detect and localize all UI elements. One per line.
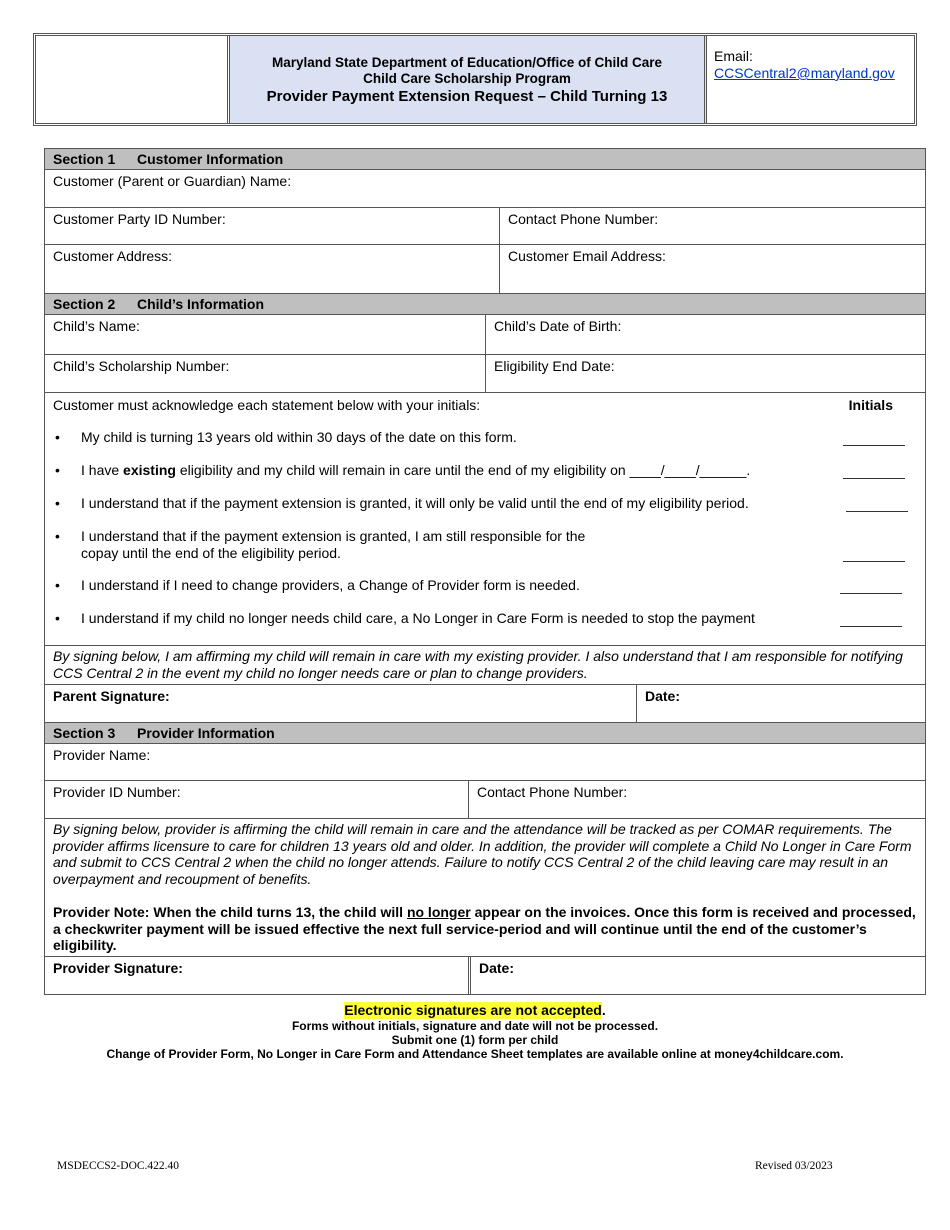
statement-text: My child is turning 13 years old within 30 days of the date on this form. [81, 429, 517, 445]
email-link[interactable]: CCSCentral2@maryland.gov [714, 65, 895, 81]
provider-id-row [45, 781, 925, 819]
initials-line[interactable] [843, 434, 905, 446]
section-3-header [45, 723, 925, 744]
customer-address-row [45, 245, 925, 294]
provider-affirmation: By signing below, provider is affirming the child will remain in care and the attendance will be tracked as per COMAR requirements. The provider affirms licensure to care for children 13 years old and older. In addition, the provider will complete a Child No Longer in Care Form and submit to CCS Central 2 when the child no longer attends. Failure to notify CCS Central 2 of the child leaving care may result in an overpayment and recoupment of benefits. [53, 821, 912, 887]
revision-date: Revised 03/2023 [755, 1160, 833, 1172]
provider-note-underlined: no longer [406, 904, 471, 920]
warning-period: . [601, 1002, 606, 1018]
provider-note [45, 890, 925, 957]
parent-signature-field[interactable]: Parent Signature: [53, 688, 170, 704]
header-title-block [230, 36, 707, 123]
statement-6 [53, 610, 917, 627]
form-footer [0, 1002, 950, 1061]
customer-party-id-field[interactable]: Customer Party ID Number: [53, 211, 226, 227]
section-3-title: Provider Information [137, 725, 275, 741]
footer-line-4: Change of Provider Form, No Longer in Care Form and Attendance Sheet templates are available online at money4childcare.com. [106, 1047, 844, 1061]
bullet: • [55, 577, 60, 593]
provider-id-field[interactable]: Provider ID Number: [53, 784, 181, 800]
customer-name-field[interactable]: Customer (Parent or Guardian) Name: [53, 173, 292, 189]
initials-line[interactable] [846, 500, 908, 512]
acknowledgment-header [53, 397, 917, 414]
initials-line[interactable] [843, 467, 905, 479]
acknowledgment-intro: Customer must acknowledge each statement below with your initials: [53, 397, 481, 413]
bullet: • [55, 528, 60, 544]
section-1-number: Section 1 [53, 151, 116, 167]
customer-address-field[interactable]: Customer Address: [53, 248, 173, 264]
initials-line[interactable] [843, 550, 905, 562]
statement-4 [53, 528, 917, 562]
bullet: • [55, 462, 60, 478]
request-form [44, 148, 926, 995]
customer-name-row [45, 170, 925, 208]
highlighted-warning: Electronic signatures are not accepted [344, 1002, 602, 1018]
statement-text [81, 528, 917, 562]
eligibility-end-field[interactable]: Eligibility End Date: [485, 355, 925, 392]
provider-note-post: appear on the invoices. Once this form is received and processed, a checkwriter payment will be issued effective the next full service-period and will continue until the end of the customer’s eligibility. [53, 904, 916, 953]
form-header [33, 33, 917, 126]
form-title: Provider Payment Extension Request – Child Turning 13 [266, 87, 668, 105]
provider-date-field[interactable]: Date: [468, 957, 925, 994]
bullet: • [55, 429, 60, 445]
provider-signature-field[interactable]: Provider Signature: [53, 959, 183, 976]
initials-label: Initials [848, 397, 893, 413]
provider-signature-row [45, 957, 925, 994]
customer-phone-field[interactable]: Contact Phone Number: [499, 208, 925, 244]
logo-area [36, 36, 230, 123]
provider-note-pre: Provider Note: When the child turns 13, the child will [53, 904, 407, 920]
provider-name-field[interactable]: Provider Name: [53, 747, 151, 763]
child-scholarship-field[interactable]: Child’s Scholarship Number: [53, 358, 230, 374]
bullet: • [55, 495, 60, 511]
provider-phone-field[interactable]: Contact Phone Number: [468, 781, 925, 818]
header-email-block [707, 36, 914, 123]
parent-date-field[interactable]: Date: [636, 685, 925, 722]
program-name: Child Care Scholarship Program [363, 70, 571, 86]
statement-3 [53, 495, 917, 512]
agency-name: Maryland State Department of Education/Office of Child Care [271, 54, 663, 70]
parent-signature-row [45, 685, 925, 723]
statement-text-line1: I understand that if the payment extension is granted, I am still responsible for the [81, 528, 586, 544]
statement-1 [53, 429, 917, 446]
section-1-header [45, 149, 925, 170]
statement-2 [53, 462, 917, 479]
statement-5 [53, 577, 917, 594]
footer-line-2: Forms without initials, signature and date will not be processed. [291, 1019, 659, 1033]
statement-text-line2: copay until the end of the eligibility period. [81, 545, 341, 561]
statement-text: I understand that if the payment extension is granted, it will only be valid until the end of my eligibility period. [81, 495, 749, 511]
initials-line[interactable] [840, 615, 902, 627]
section-3-number: Section 3 [53, 725, 116, 741]
statement-text [81, 462, 917, 479]
statement-text-pre: I have [81, 462, 124, 478]
document-code: MSDECCS2-DOC.422.40 [57, 1160, 180, 1172]
bullet: • [55, 610, 60, 626]
footer-warning [0, 1002, 950, 1019]
customer-affirmation: By signing below, I am affirming my child will remain in care with my existing provider. I also understand that I am responsible for notifying CCS Central 2 in the event my child no longer needs care or plan to change providers. [45, 646, 925, 685]
customer-email-field[interactable]: Customer Email Address: [499, 245, 925, 293]
provider-name-row [45, 744, 925, 781]
statement-text: I understand if my child no longer needs child care, a No Longer in Care Form is needed to stop the payment [81, 610, 755, 626]
statement-text-bold: existing [123, 462, 176, 478]
child-scholarship-row [45, 355, 925, 393]
section-2-title: Child’s Information [137, 296, 265, 312]
child-name-field[interactable]: Child’s Name: [53, 318, 140, 334]
child-name-row [45, 315, 925, 355]
email-label: Email: [714, 48, 753, 64]
section-1-title: Customer Information [137, 151, 284, 167]
child-dob-field[interactable]: Child’s Date of Birth: [485, 315, 925, 354]
customer-id-row [45, 208, 925, 245]
section-2-header [45, 294, 925, 315]
initials-line[interactable] [840, 582, 902, 594]
acknowledgment-block [45, 393, 925, 646]
statement-text-post: eligibility and my child will remain in care until the end of my eligibility on ____/____/______. [175, 462, 751, 478]
section-2-number: Section 2 [53, 296, 116, 312]
statement-text: I understand if I need to change providers, a Change of Provider form is needed. [81, 577, 580, 593]
footer-line-3: Submit one (1) form per child [391, 1033, 559, 1047]
